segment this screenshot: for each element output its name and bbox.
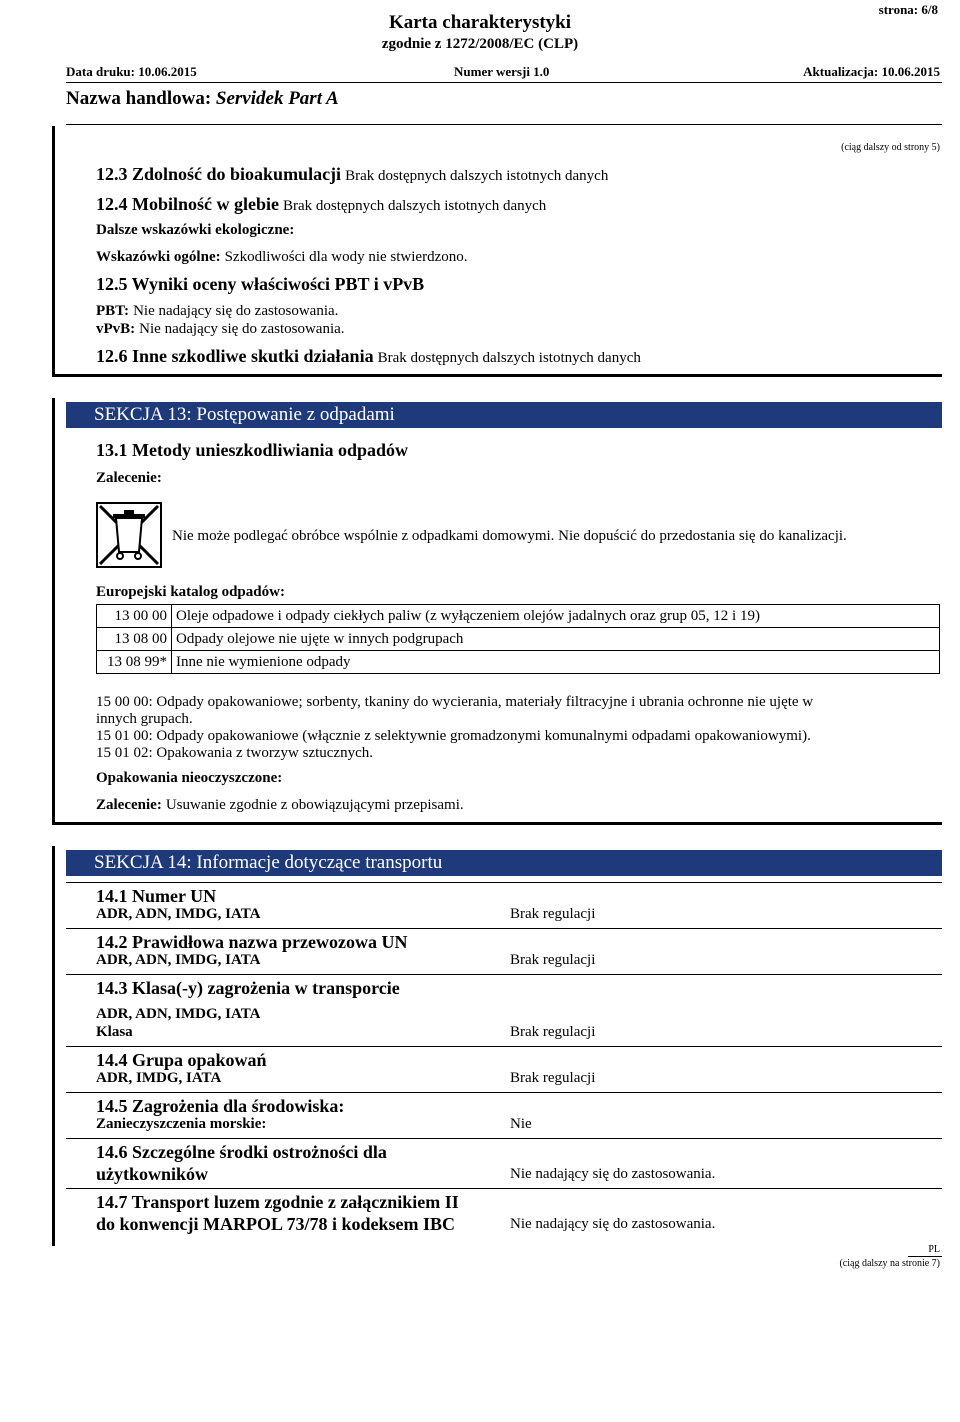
modes-14-2: ADR, ADN, IMDG, IATA xyxy=(96,952,261,968)
version-number: Numer wersji 1.0 xyxy=(454,64,550,79)
vpvb-label: vPvB: xyxy=(96,321,136,337)
text-12-6: Brak dostępnych dalszych istotnych danych xyxy=(377,350,641,366)
header-rule xyxy=(66,82,942,83)
waste-code: 13 00 00 xyxy=(97,605,172,628)
transport-rule xyxy=(66,1188,942,1189)
waste-description: Oleje odpadowe i odpady ciekłych paliw (z wyłączeniem olejów jadalnych oraz grup 05, 12 i 19) xyxy=(172,605,940,628)
heading-14-7: 14.7 Transport luzem zgodnie z załącznikiem II xyxy=(96,1192,459,1212)
section-12-frame-bottom xyxy=(52,374,942,377)
modes-14-4: ADR, IMDG, IATA xyxy=(96,1070,222,1086)
value-14-2: Brak regulacji xyxy=(510,952,596,968)
trade-name-label: Nazwa handlowa: xyxy=(66,88,212,109)
value-14-7: Nie nadający się do zastosowania. xyxy=(510,1216,716,1232)
value-14-4: Brak regulacji xyxy=(510,1070,596,1086)
vpvb-text: Nie nadający się do zastosowania. xyxy=(139,321,345,337)
heading-12-3: 12.3 Zdolność do bioakumulacji xyxy=(96,164,342,184)
value-14-3: Brak regulacji xyxy=(510,1024,596,1040)
packaging-recommendation xyxy=(96,796,464,814)
transport-rule xyxy=(66,1046,942,1047)
catalog-heading: Europejski katalog odpadów: xyxy=(96,584,285,600)
modes-14-1: ADR, ADN, IMDG, IATA xyxy=(96,906,261,922)
heading-12-5: 12.5 Wyniki oceny właściwości PBT i vPvB xyxy=(96,274,425,294)
text-12-4: Brak dostępnych dalszych istotnych danych xyxy=(283,198,547,214)
document-subtitle: zgodnie z 1272/2008/EC (CLP) xyxy=(381,36,579,52)
trade-rule xyxy=(66,124,942,125)
language-code: PL xyxy=(928,1244,940,1255)
continued-from-note: (ciąg dalszy od strony 5) xyxy=(841,142,940,153)
section-12-frame-left xyxy=(52,126,55,376)
heading-14-2: 14.2 Prawidłowa nazwa przewozowa UN xyxy=(96,932,408,952)
packaging-heading: Opakowania nieoczyszczone: xyxy=(96,770,283,786)
waste-code: 13 08 00 xyxy=(97,628,172,651)
heading-13-1: 13.1 Metody unieszkodliwiania odpadów xyxy=(96,440,409,460)
heading-14-6-cont: użytkowników xyxy=(96,1164,209,1184)
heading-14-7-cont: do konwencji MARPOL 73/78 i kodeksem IBC xyxy=(96,1214,456,1234)
waste-code-15-01-02: 15 01 02: Opakowania z tworzyw sztucznych. xyxy=(96,745,374,761)
heading-14-4: 14.4 Grupa opakowań xyxy=(96,1050,267,1070)
continued-to-note: (ciąg dalszy na stronie 7) xyxy=(839,1258,940,1269)
vpvb-line xyxy=(96,320,345,338)
transport-rule xyxy=(66,928,942,929)
section-13-frame-bottom xyxy=(52,822,942,825)
pbt-line xyxy=(96,302,338,320)
item-12-3 xyxy=(96,164,608,185)
item-12-6 xyxy=(96,346,641,367)
pbt-label: PBT: xyxy=(96,303,130,319)
section-14-header: SEKCJA 14: Informacje dotyczące transportu xyxy=(66,850,942,876)
catalog-row xyxy=(97,628,940,651)
document-title: Karta charakterystyki xyxy=(388,12,572,33)
heading-14-3: 14.3 Klasa(-y) zagrożenia w transporcie xyxy=(96,978,400,998)
waste-catalog-table xyxy=(96,604,940,674)
section-13-frame-left xyxy=(52,398,55,824)
general-notes-text: Szkodliwości dla wody nie stwierdzono. xyxy=(224,249,468,265)
waste-code-15-01-00: 15 01 00: Odpady opakowaniowe (włącznie z selektywnie gromadzonymi komunalnymi odpadami opakowaniowymi). xyxy=(96,728,811,744)
modes-14-3: ADR, ADN, IMDG, IATA xyxy=(96,1006,261,1022)
heading-14-1: 14.1 Numer UN xyxy=(96,886,217,906)
general-notes xyxy=(96,248,467,266)
heading-12-4: 12.4 Mobilność w glebie xyxy=(96,194,279,214)
section-13-header: SEKCJA 13: Postępowanie z odpadami xyxy=(66,402,942,428)
recommendation-label: Zalecenie: xyxy=(96,470,162,486)
transport-rule xyxy=(66,1092,942,1093)
transport-rule xyxy=(66,974,942,975)
heading-14-5: 14.5 Zagrożenia dla środowiska: xyxy=(96,1096,345,1116)
value-14-1: Brak regulacji xyxy=(510,906,596,922)
crossed-bin-icon xyxy=(96,502,162,568)
catalog-row xyxy=(97,605,940,628)
footer-rule xyxy=(908,1256,942,1257)
packaging-rec-text: Usuwanie zgodnie z obowiązującymi przepisami. xyxy=(165,797,464,813)
general-notes-label: Wskazówki ogólne: xyxy=(96,249,221,265)
heading-14-6: 14.6 Szczególne środki ostrożności dla xyxy=(96,1142,387,1162)
trade-name-line xyxy=(66,88,339,110)
transport-rule xyxy=(66,1138,942,1139)
value-14-6: Nie nadający się do zastosowania. xyxy=(510,1166,716,1182)
eco-notes-heading: Dalsze wskazówki ekologiczne: xyxy=(96,222,295,238)
waste-code-15-00-00: 15 00 00: Odpady opakowaniowe; sorbenty, tkaniny do wycierania, materiały filtracyjne i ubrania ochronne nie ujęte w xyxy=(96,694,814,710)
waste-description: Odpady olejowe nie ujęte w innych podgrupach xyxy=(172,628,940,651)
value-14-5: Nie xyxy=(510,1116,532,1132)
print-date: Data druku: 10.06.2015 xyxy=(66,64,197,79)
text-12-3: Brak dostępnych dalszych istotnych danych xyxy=(345,168,609,184)
pbt-text: Nie nadający się do zastosowania. xyxy=(133,303,339,319)
section-14-frame-left xyxy=(52,846,55,1246)
page-number: strona: 6/8 xyxy=(878,2,938,17)
update-date: Aktualizacja: 10.06.2015 xyxy=(803,64,940,79)
class-label-14-3: Klasa xyxy=(96,1024,133,1040)
catalog-row xyxy=(97,651,940,674)
trade-name: Servidek Part A xyxy=(215,88,339,109)
item-12-4 xyxy=(96,194,546,215)
transport-rule-top xyxy=(66,882,942,883)
heading-12-6: 12.6 Inne szkodliwe skutki działania xyxy=(96,346,374,366)
waste-description: Inne nie wymienione odpady xyxy=(172,651,940,674)
recommendation-text: Nie może podlegać obróbce wspólnie z odpadkami domowymi. Nie dopuścić do przedostania się do kanalizacji. xyxy=(172,528,847,544)
waste-code: 13 08 99* xyxy=(97,651,172,674)
waste-code-15-00-00-cont: innych grupach. xyxy=(96,711,193,727)
marine-pollutant-label: Zanieczyszczenia morskie: xyxy=(96,1116,267,1132)
packaging-rec-label: Zalecenie: xyxy=(96,797,162,813)
